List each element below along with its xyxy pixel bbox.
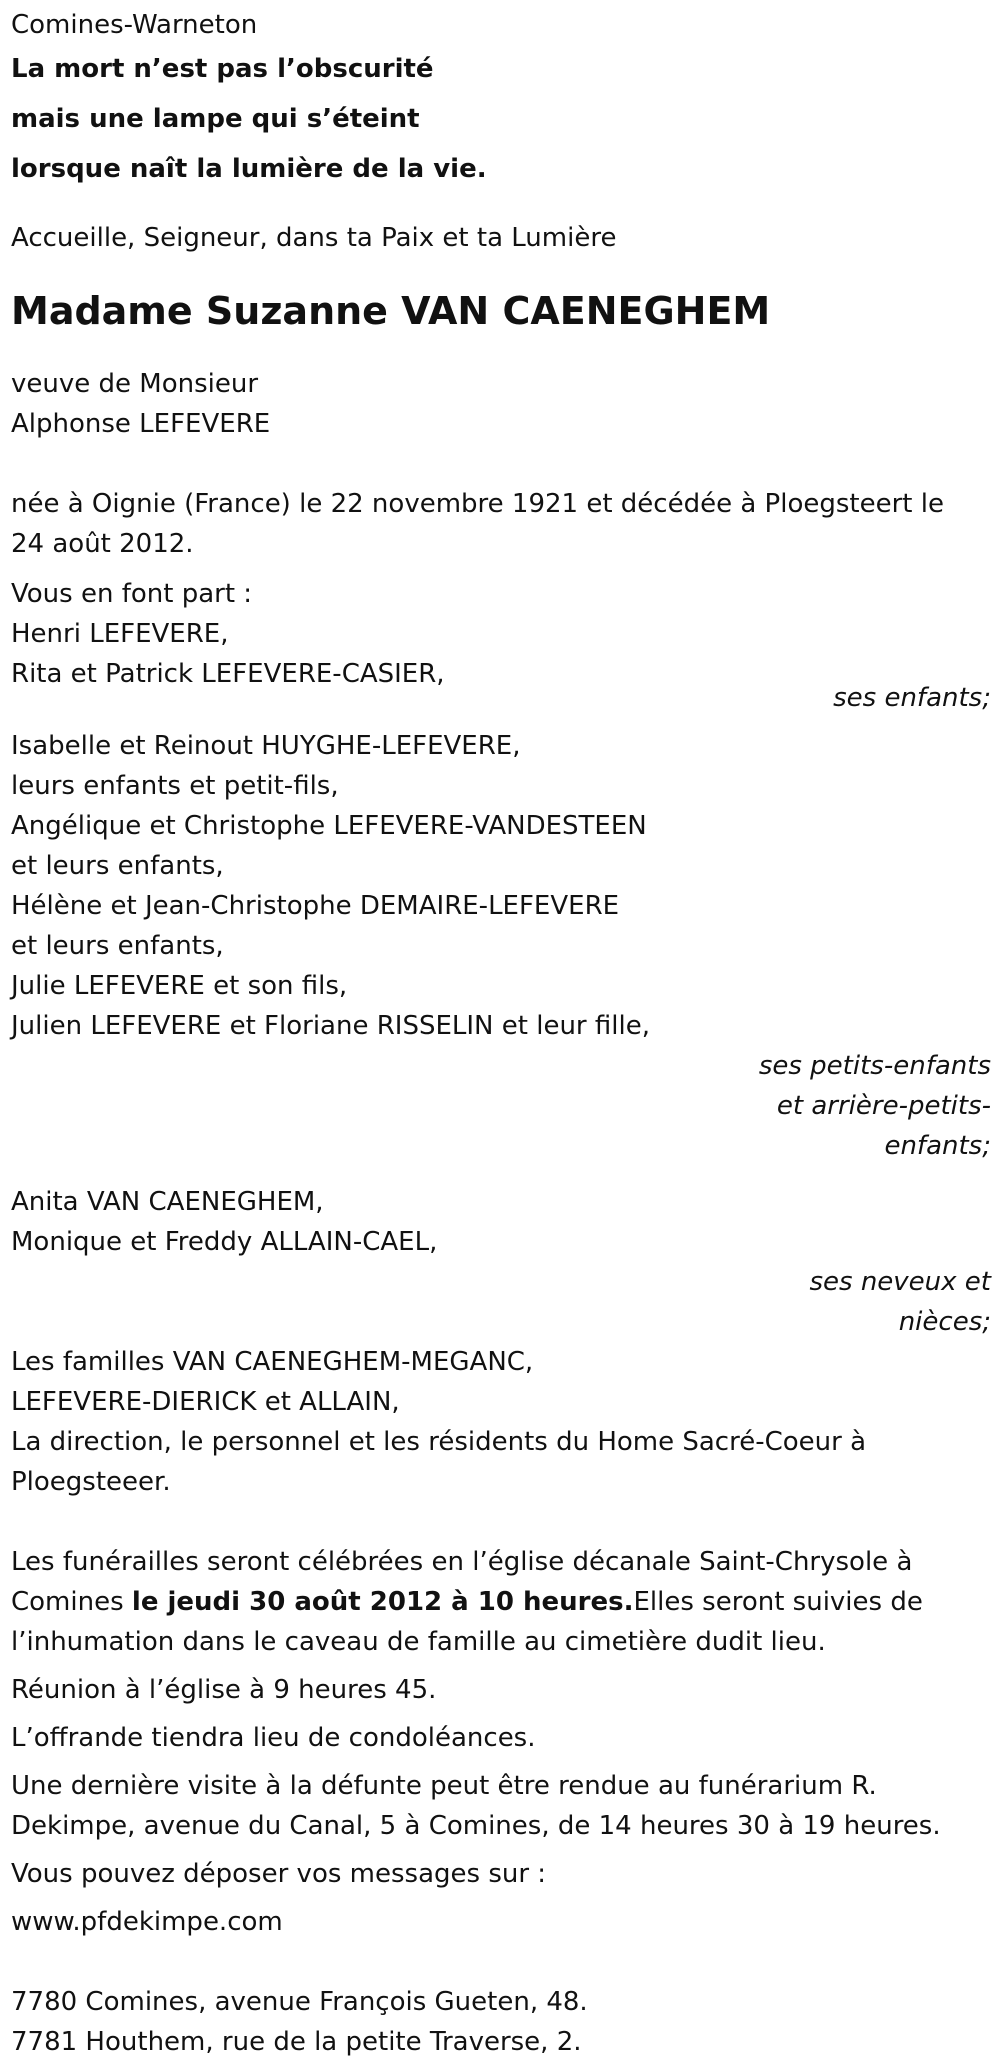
funeral-text-post: Elles seront suivies de <box>633 1587 923 1617</box>
family-member: Rita et Patrick LEFEVERE-CASIER, <box>11 659 445 689</box>
family-member: Anita VAN CAENEGHEM, <box>11 1187 324 1217</box>
nephews-role <box>11 1262 991 1342</box>
role-label: ses petits-enfants <box>758 1051 991 1081</box>
family-member: Les familles VAN CAENEGHEM-MEGANC, <box>11 1347 534 1377</box>
place-name: Comines-Warneton <box>11 10 258 40</box>
family-member: Ploegsteeer. <box>11 1467 171 1497</box>
widow-of-label: veuve de Monsieur <box>11 369 259 399</box>
visit-text: Dekimpe, avenue du Canal, 5 à Comines, de 14 heures 30 à 19 heures. <box>11 1811 941 1841</box>
role-label: enfants; <box>884 1131 991 1161</box>
funeral-text-pre: Comines <box>11 1587 132 1617</box>
family-member: Monique et Freddy ALLAIN-CAEL, <box>11 1227 438 1257</box>
role-label: ses neveux et <box>809 1267 991 1297</box>
widow-block <box>11 364 1000 444</box>
address-line: 7781 Houthem, rue de la petite Traverse, 2. <box>11 2027 582 2057</box>
family-member: Henri LEFEVERE, <box>11 619 229 649</box>
families-section <box>11 1342 1000 1502</box>
website-link[interactable]: www.pfdekimpe.com <box>11 1907 283 1937</box>
quote-line: La mort n’est pas l’obscurité <box>11 54 434 84</box>
messages-label: Vous pouvez déposer vos messages sur : <box>11 1859 547 1889</box>
funeral-info <box>11 1542 1000 1662</box>
funeral-date: le jeudi 30 août 2012 à 10 heures. <box>131 1587 634 1617</box>
prayer: Accueille, Seigneur, dans ta Paix et ta Lumière <box>11 223 617 253</box>
birth-death-block <box>11 484 1000 564</box>
birth-death-text: née à Oignie (France) le 22 novembre 1921 et décédée à Ploegsteert le <box>11 489 944 519</box>
family-member: leurs enfants et petit-fils, <box>11 771 339 801</box>
family-member: Julien LEFEVERE et Floriane RISSELIN et leur fille, <box>11 1011 650 1041</box>
header <box>11 0 1000 194</box>
spouse-name: Alphonse LEFEVERE <box>11 409 271 439</box>
family-member: Angélique et Christophe LEFEVERE-VANDESTEEN <box>11 811 647 841</box>
family-member: Hélène et Jean-Christophe DEMAIRE-LEFEVERE <box>11 891 620 921</box>
grandchildren-section <box>11 726 1000 1166</box>
family-member: Julie LEFEVERE et son fils, <box>11 971 348 1001</box>
family-member: Isabelle et Reinout HUYGHE-LEFEVERE, <box>11 731 521 761</box>
role-label: nièces; <box>898 1307 991 1337</box>
children-section <box>11 614 1000 718</box>
deceased-name: Madame Suzanne VAN CAENEGHEM <box>11 289 771 333</box>
visit-info <box>11 1766 1000 1846</box>
family-member: LEFEVERE-DIERICK et ALLAIN, <box>11 1387 400 1417</box>
role-label: et arrière-petits- <box>776 1091 991 1121</box>
quote-line: mais une lampe qui s’éteint <box>11 104 420 134</box>
family-member: et leurs enfants, <box>11 851 224 881</box>
funeral-text <box>11 1582 1000 1622</box>
funeral-text: l’inhumation dans le caveau de famille au cimetière dudit lieu. <box>11 1627 826 1657</box>
address-line: 7780 Comines, avenue François Gueten, 48. <box>11 1987 588 2017</box>
addresses <box>11 1982 1000 2062</box>
grandchildren-role <box>11 1046 991 1166</box>
nephews-section <box>11 1182 1000 1342</box>
family-member: La direction, le personnel et les résidents du Home Sacré-Coeur à <box>11 1427 867 1457</box>
quote-line: lorsque naît la lumière de la vie. <box>11 154 487 184</box>
announcement: Vous en font part : <box>11 579 253 609</box>
visit-text: Une dernière visite à la défunte peut être rendue au funérarium R. <box>11 1771 877 1801</box>
family-member: et leurs enfants, <box>11 931 224 961</box>
role-label: ses enfants; <box>833 683 991 713</box>
meeting-info: Réunion à l’église à 9 heures 45. <box>11 1675 437 1705</box>
funeral-text: Les funérailles seront célébrées en l’église décanale Saint-Chrysole à <box>11 1547 913 1577</box>
birth-death-text: 24 août 2012. <box>11 529 194 559</box>
offering-info: L’offrande tiendra lieu de condoléances. <box>11 1723 536 1753</box>
